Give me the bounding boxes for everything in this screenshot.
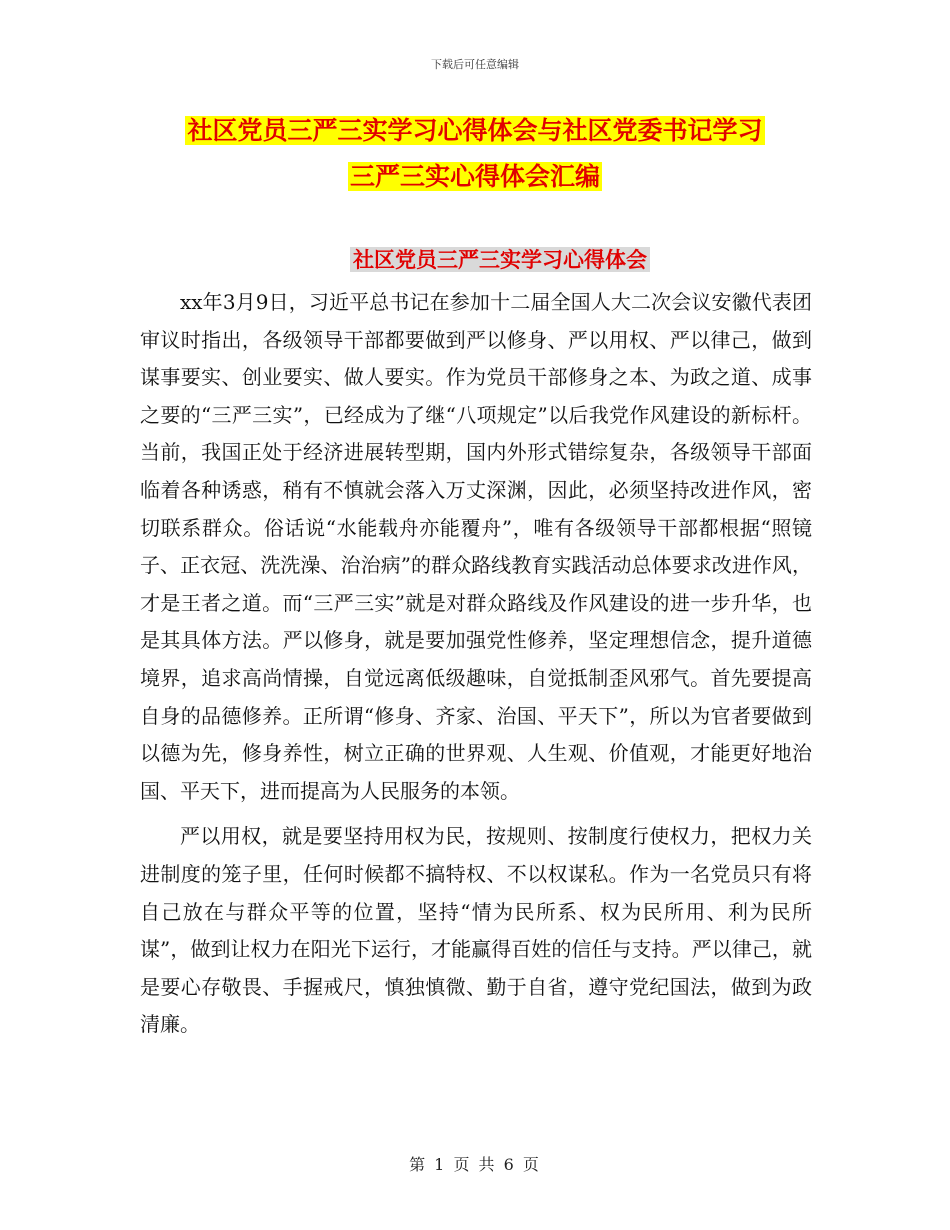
document-title-line-1: 社区党员三严三实学习心得体会与社区党委书记学习 (187, 116, 763, 145)
paragraph-1: xx年3月9日，习近平总书记在参加十二届全国人大二次会议安徽代表团审议时指出，各级领导干部都要做到严以修身、严以用权、严以律己，做到谋事要实、创业要实、做人要实。作为党员干部修身之本、为政之道、成事之要的“三严三实”，已经成为了继“八项规定”以后我党作风建设的新标杆。当前，我国正处于经济进展转型期，国内外形式错综复杂，各级领导干部面临着各种诱惑，稍有不慎就会落入万丈深渊，因此，必须坚持改进作风，密切联系群众。俗话说“水能载舟亦能覆舟”，唯有各级领导干部都根据“照镜子、正衣冠、洗洗澡、治治病”的群众路线教育实践活动总体要求改进作风，才是王者之道。而“三严三实”就是对群众路线及作风建设的进一步升华，也是其具体方法。严以修身，就是要加强党性修养，坚定理想信念，提升道德境界，追求高尚情操，自觉远离低级趣味，自觉抵制歪风邪气。首先要提高自身的品德修养。正所谓“修身、齐家、治国、平天下”，所以为官者要做到以德为先，修身养性，树立正确的世界观、人生观、价值观，才能更好地治国、平天下，进而提高为人民服务的本领。 (140, 290, 812, 803)
document-title (140, 108, 810, 200)
body-text (140, 284, 812, 1044)
page-footer: 第 1 页 共 6 页 (409, 1155, 541, 1174)
paragraph-2: 严以用权，就是要坚持用权为民，按规则、按制度行使权力，把权力关进制度的笼子里，任何时候都不搞特权、不以权谋私。作为一名党员只有将自己放在与群众平等的位置，坚持“情为民所系、权为民所用、利为民所谋”，做到让权力在阳光下运行，才能赢得百姓的信任与支持。严以律己，就是要心存敬畏、手握戒尺，慎独慎微、勤于自省，遵守党纪国法，做到为政清廉。 (140, 824, 812, 1037)
section-heading (0, 244, 950, 274)
section-heading-text: 社区党员三严三实学习心得体会 (350, 247, 650, 272)
header-note: 下载后可任意编辑 (431, 58, 519, 71)
document-title-line-2: 三严三实心得体会汇编 (349, 162, 600, 191)
